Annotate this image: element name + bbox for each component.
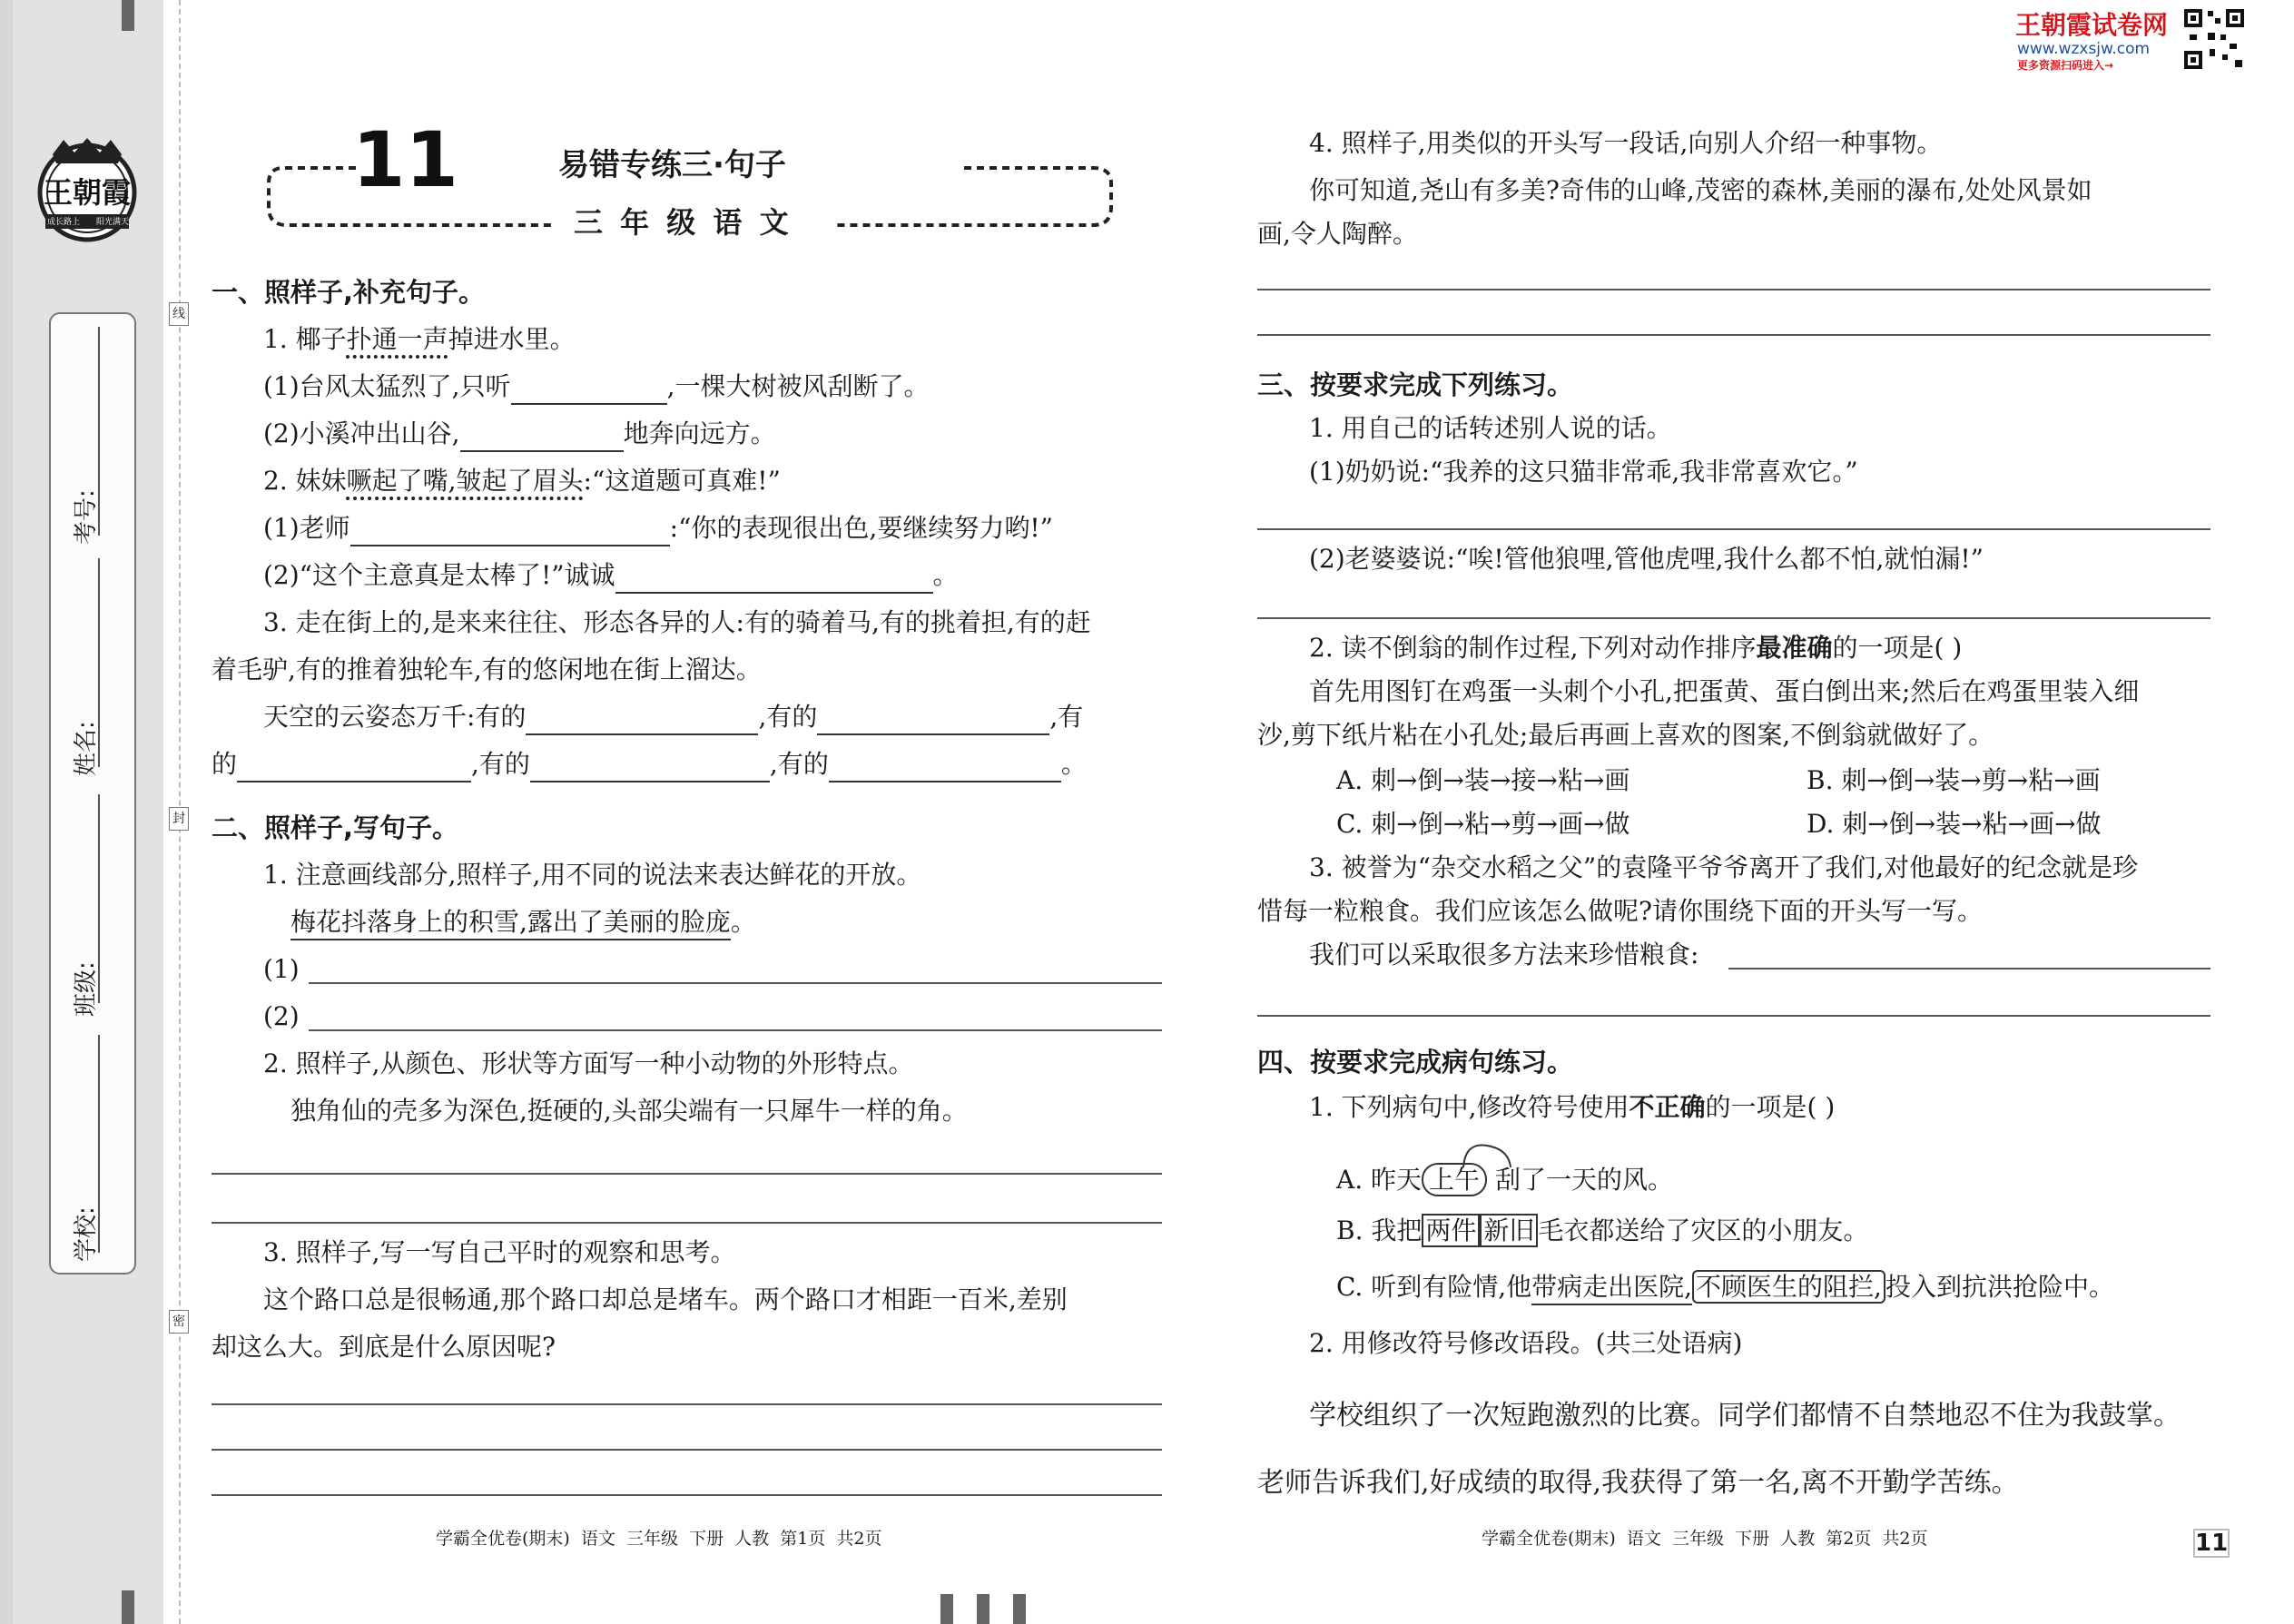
s1-q3-blank-3[interactable] — [237, 753, 471, 782]
s1-q1b: (2)小溪冲出山谷, 地奔向远方。 — [263, 416, 776, 452]
s3-q3-line-2: 惜每一粒粮食。我们应该怎么做呢?请你围绕下面的开头写一写。 — [1257, 896, 1984, 926]
swap-mark-over: 不顾医生的阻拦, — [1692, 1270, 1885, 1304]
brand-name: 王朝霞试卷网 — [2015, 10, 2169, 40]
s1-q1b-blank[interactable] — [460, 423, 624, 452]
s3-q3-answer-line[interactable] — [1257, 1015, 2210, 1017]
logo-motto-right: 阳光满天 — [95, 218, 129, 227]
logo-text: 王朝霞 — [43, 175, 131, 210]
swap-mark-under: 带病走出医院, — [1531, 1272, 1692, 1305]
s1-q2b: (2)“这个主意真是太棒了!”诚诚 。 — [263, 557, 959, 594]
s2-q4: 4. 照样子,用类似的开头写一段话,向别人介绍一种事物。 — [1309, 128, 1943, 158]
s2-q3: 3. 照样子,写一写自己平时的观察和思考。 — [263, 1237, 736, 1267]
school-field[interactable] — [98, 1035, 100, 1253]
exam-number-field[interactable] — [98, 327, 100, 536]
brand-note: 更多资源扫码进入→ — [2017, 59, 2114, 72]
s1-q3-line-1: 3. 走在街上的,是来来往往、形态各异的人:有的骑着马,有的挑着担,有的赶 — [263, 607, 1091, 637]
s3-q3-line-3: 我们可以采取很多方法来珍惜粮食: — [1309, 940, 1699, 969]
s2-q1a-answer-line[interactable] — [309, 982, 1162, 984]
s3-q2-option-c[interactable]: C. 刺→倒→粘→剪→画→做 — [1336, 809, 1630, 839]
s3-q2-text-line-2: 沙,剪下纸片粘在小孔处;最后再画上喜欢的图案,不倒翁就做好了。 — [1257, 720, 1994, 750]
s2-q1b-label: (2) — [263, 1001, 300, 1031]
crop-mark — [122, 0, 134, 31]
s2-q1: 1. 注意画线部分,照样子,用不同的说法来表达鲜花的开放。 — [263, 860, 922, 890]
s2-q3-answer-line[interactable] — [212, 1494, 1162, 1496]
s1-q1a-blank[interactable] — [511, 376, 667, 405]
s1-q1-example: 1. 椰子扑通一声掉进水里。 — [263, 324, 576, 354]
page-subtitle: 三 年 级 语 文 — [574, 205, 793, 240]
s2-q2-answer-line[interactable] — [212, 1173, 1162, 1175]
s2-q3-example-line-1: 这个路口总是很畅通,那个路口却总是堵车。两个路口才相距一百米,差别 — [263, 1284, 1068, 1314]
crop-mark — [977, 1594, 989, 1624]
name-field[interactable] — [98, 558, 100, 767]
s3-q1b-answer-line[interactable] — [1257, 617, 2210, 619]
s4-option-a[interactable]: A. 昨天 上午 刮了一天的风。 — [1336, 1165, 1673, 1195]
s1-q3-blank-4[interactable] — [530, 753, 770, 782]
brand-url: www.wzxsjw.com — [2017, 40, 2151, 58]
s2-q4-answer-line[interactable] — [1257, 334, 2210, 336]
lesson-number: 11 — [352, 115, 458, 204]
s3-q3-line-1: 3. 被誉为“杂交水稻之父”的袁隆平爷爷离开了我们,对他最好的纪念就是珍 — [1309, 852, 2139, 882]
logo-motto-left: 成长路上 — [47, 218, 81, 227]
delete-mark-box-2: 新旧 — [1480, 1214, 1538, 1247]
s3-q2: 2. 读不倒翁的制作过程,下列对动作排序最准确的一项是( ) — [1309, 633, 1963, 663]
s3-q1: 1. 用自己的话转述别人说的话。 — [1309, 413, 1672, 443]
s2-q2: 2. 照样子,从颜色、形状等方面写一种小动物的外形特点。 — [263, 1048, 914, 1078]
s3-q2-option-a[interactable]: A. 刺→倒→装→接→粘→画 — [1336, 765, 1630, 795]
s4-option-b[interactable]: B. 我把 两件 新旧 毛衣都送给了灾区的小朋友。 — [1336, 1216, 1869, 1245]
seal-mark-line: 线 — [169, 302, 189, 326]
s4-q1: 1. 下列病句中,修改符号使用不正确的一项是( ) — [1309, 1092, 1836, 1122]
section-2-title: 二、照样子,写句子。 — [212, 812, 459, 843]
s1-q2b-blank[interactable] — [615, 565, 933, 594]
s2-q1a-label: (1) — [263, 954, 300, 984]
name-label: 姓名: — [73, 721, 100, 776]
class-label: 班级: — [73, 961, 100, 1017]
student-info-card — [49, 312, 136, 1275]
s1-q3-line-2: 着毛驴,有的推着独轮车,有的悠闲地在街上溜达。 — [212, 655, 762, 684]
s3-q2-text-line-1: 首先用图钉在鸡蛋一头刺个小孔,把蛋黄、蛋白倒出来;然后在鸡蛋里装入细 — [1309, 676, 2140, 706]
s2-q4-example-line-2: 画,令人陶醉。 — [1257, 219, 1418, 249]
school-label: 学校: — [73, 1206, 100, 1262]
s3-q1a-answer-line[interactable] — [1257, 528, 2210, 530]
s2-q2-answer-line[interactable] — [212, 1222, 1162, 1224]
s2-q2-example: 独角仙的壳多为深色,挺硬的,头部尖端有一只犀牛一样的角。 — [290, 1096, 968, 1126]
s1-q3-blank-2[interactable] — [817, 706, 1049, 735]
class-field[interactable] — [98, 794, 100, 1003]
s4-q2-text-line-1[interactable]: 学校组织了一次短跑激烈的比赛。同学们都情不自禁地忍不住为我鼓掌。 — [1309, 1400, 2181, 1432]
seal-mark-secret: 密 — [169, 1310, 189, 1334]
s1-q1a: (1)台风太猛烈了,只听 ,一棵大树被风刮断了。 — [263, 369, 929, 405]
s1-q3-blank-5[interactable] — [829, 753, 1061, 782]
s1-q2a-blank[interactable] — [350, 517, 670, 546]
s4-option-c[interactable]: C. 听到有险情,他带病走出医院, 不顾医生的阻拦, 投入到抗洪抢险中。 — [1336, 1269, 2114, 1305]
qr-code-icon — [2182, 7, 2246, 71]
left-footer: 学霸全优卷(期末) 语文 三年级 下册 人教 第1页 共2页 — [436, 1529, 882, 1549]
s1-q2a: (1)老师 :“你的表现很出色,要继续努力哟!” — [263, 510, 1053, 546]
crop-mark — [122, 1590, 134, 1624]
s4-q2-text-line-2[interactable]: 老师告诉我们,好成绩的取得,我获得了第一名,离不开勤学苦练。 — [1257, 1467, 2019, 1499]
swap-mark-box: 上午 — [1422, 1163, 1487, 1196]
s1-q3-line-4: 的 ,有的 ,有的 。 — [212, 746, 1087, 782]
s4-q2: 2. 用修改符号修改语段。(共三处语病) — [1309, 1328, 1743, 1358]
page-title: 易错专练三·句子 — [558, 147, 786, 183]
s3-q2-option-b[interactable]: B. 刺→倒→装→剪→粘→画 — [1807, 765, 2101, 795]
page-number: 11 — [2195, 1530, 2229, 1557]
delete-mark-box-1: 两件 — [1422, 1214, 1480, 1247]
s2-q1-example: 梅花抖落身上的积雪,露出了美丽的脸庞。 — [290, 904, 756, 940]
s2-q3-answer-line[interactable] — [212, 1403, 1162, 1405]
exam-number-label: 考号: — [73, 489, 100, 545]
s2-q3-example-line-2: 却这么大。到底是什么原因呢? — [212, 1332, 556, 1362]
section-1-title: 一、照样子,补充句子。 — [212, 277, 486, 308]
s2-q1b-answer-line[interactable] — [309, 1029, 1162, 1031]
crop-mark — [940, 1594, 953, 1624]
seal-mark-seal: 封 — [169, 807, 189, 831]
s1-q3-line-3: 天空的云姿态万千:有的 ,有的 ,有 — [263, 699, 1083, 735]
s3-q1b: (2)老婆婆说:“唉!管他狼哩,管他虎哩,我什么都不怕,就怕漏!” — [1309, 544, 1984, 574]
section-3-title: 三、按要求完成下列练习。 — [1257, 369, 1574, 400]
s1-q2-example: 2. 妹妹噘起了嘴,皱起了眉头:“这道题可真难!” — [263, 466, 781, 496]
s2-q4-example-line-1: 你可知道,尧山有多美?奇伟的山峰,茂密的森林,美丽的瀑布,处处风景如 — [1309, 175, 2092, 205]
logo-seal — [33, 136, 142, 245]
s3-q3-answer-line[interactable] — [1728, 968, 2210, 969]
binding-strip-edge — [0, 0, 13, 1624]
s3-q2-option-d[interactable]: D. 刺→倒→装→粘→画→做 — [1807, 809, 2102, 839]
s2-q4-answer-line[interactable] — [1257, 289, 2210, 290]
s3-q1a: (1)奶奶说:“我养的这只猫非常乖,我非常喜欢它。” — [1309, 457, 1858, 487]
s1-q3-blank-1[interactable] — [526, 706, 758, 735]
crop-mark — [1013, 1594, 1026, 1624]
right-footer: 学霸全优卷(期末) 语文 三年级 下册 人教 第2页 共2页 — [1482, 1529, 1928, 1549]
s2-q3-answer-line[interactable] — [212, 1449, 1162, 1451]
section-4-title: 四、按要求完成病句练习。 — [1257, 1047, 1574, 1078]
